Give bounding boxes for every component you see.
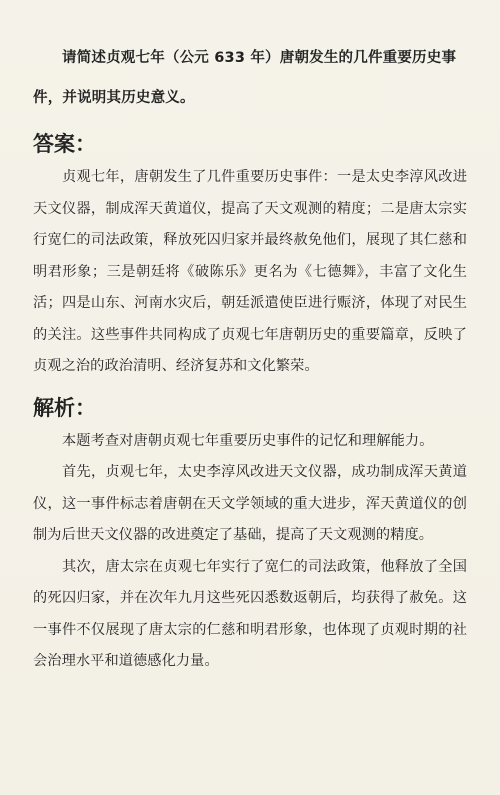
analysis-paragraph-2: 首先，贞观七年，太史李淳风改进天文仪器，成功制成浑天黄道仪，这一事件标志着唐朝在天文学领域的重大进步，浑天黄道仪的创制为后世天文仪器的改进奠定了基础，提高了天文观测的精度。 — [33, 464, 467, 543]
analysis-heading: 解析： — [33, 395, 96, 420]
answer-paragraph: 贞观七年，唐朝发生了几件重要历史事件：一是太史李淳风改进天文仪器，制成浑天黄道仪，提高了天文观测的精度；二是唐太宗实行宽仁的司法政策，释放死囚归家并最终赦免他们，展现了其仁慈和明君形象；三是朝廷将《破陈乐》更名为《七德舞》，丰富了文化生活；四是山东、河南水灾后，朝廷派遣使臣进行赈济，体现了对民生的关注。这些事件共同构成了贞观七年唐朝历史的重要篇章，反映了贞观之治的政治清明、经济复苏和文化繁荣。 — [33, 169, 467, 374]
analysis-paragraph-1: 本题考查对唐朝贞观七年重要历史事件的记忆和理解能力。 — [62, 432, 434, 449]
analysis-paragraph-3: 其次，唐太宗在贞观七年实行了宽仁的司法政策，他释放了全国的死囚归家，并在次年九月这些死囚悉数返朝后，均获得了赦免。这一事件不仅展现了唐太宗的仁慈和明君形象，也体现了贞观时期的社会治理水平和道德感化力量。 — [33, 558, 467, 669]
answer-heading: 答案： — [33, 132, 96, 156]
question-text: 请简述贞观七年（公元 633 年）唐朝发生的几件重要历史事件，并说明其历史意义。 — [33, 50, 457, 106]
